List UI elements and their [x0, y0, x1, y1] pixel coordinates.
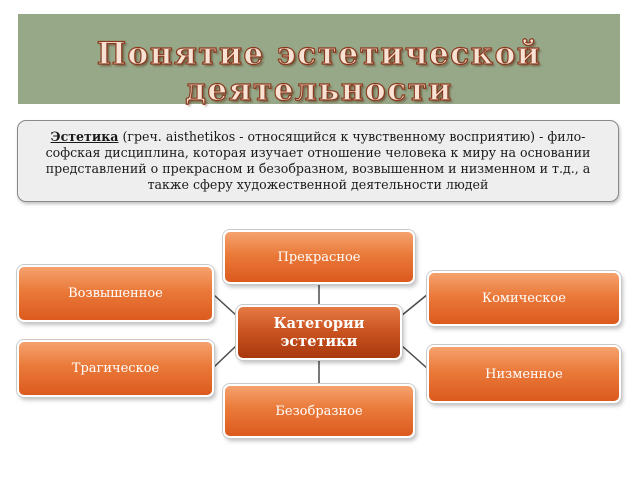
- node-bottom-label: Безобразное: [275, 403, 363, 419]
- definition-line-1-text: (греч. aisthetikos - относящийся к чувственному восприятию) - фило-: [118, 129, 586, 144]
- connector-left-top: [214, 295, 237, 316]
- definition-term: Эстетика: [50, 129, 119, 144]
- connector-left-bottom: [214, 345, 237, 367]
- node-right-bottom: [427, 345, 621, 403]
- node-top-label: Прекрасное: [277, 249, 361, 265]
- node-center-line-1: Категории: [273, 314, 365, 332]
- node-right-top: [427, 271, 621, 326]
- slide-title: Понятие эстетической деятельности: [96, 36, 542, 108]
- connector-right-bottom: [401, 345, 428, 369]
- node-center: [236, 305, 402, 360]
- node-left-top: [17, 265, 214, 322]
- node-left-bottom: [17, 340, 214, 397]
- node-left-top-label: Возвышенное: [68, 286, 163, 301]
- definition-line-4: также сферу художественной деятельности людей: [147, 177, 489, 192]
- connector-right-top: [401, 294, 428, 316]
- definition-line-3: представлений о прекрасном и безобразном, возвышенном и низменном и т.д., а: [45, 161, 591, 176]
- node-center-line-2: эстетики: [280, 332, 358, 350]
- node-left-bottom-label: Трагическое: [71, 361, 160, 376]
- node-bottom: [223, 384, 415, 438]
- node-top: [223, 230, 415, 284]
- definition-line-2: софская дисциплина, которая изучает отношение человека к миру на основании: [45, 145, 591, 160]
- node-right-top-label: Комическое: [482, 291, 566, 306]
- node-right-bottom-label: Низменное: [485, 366, 563, 382]
